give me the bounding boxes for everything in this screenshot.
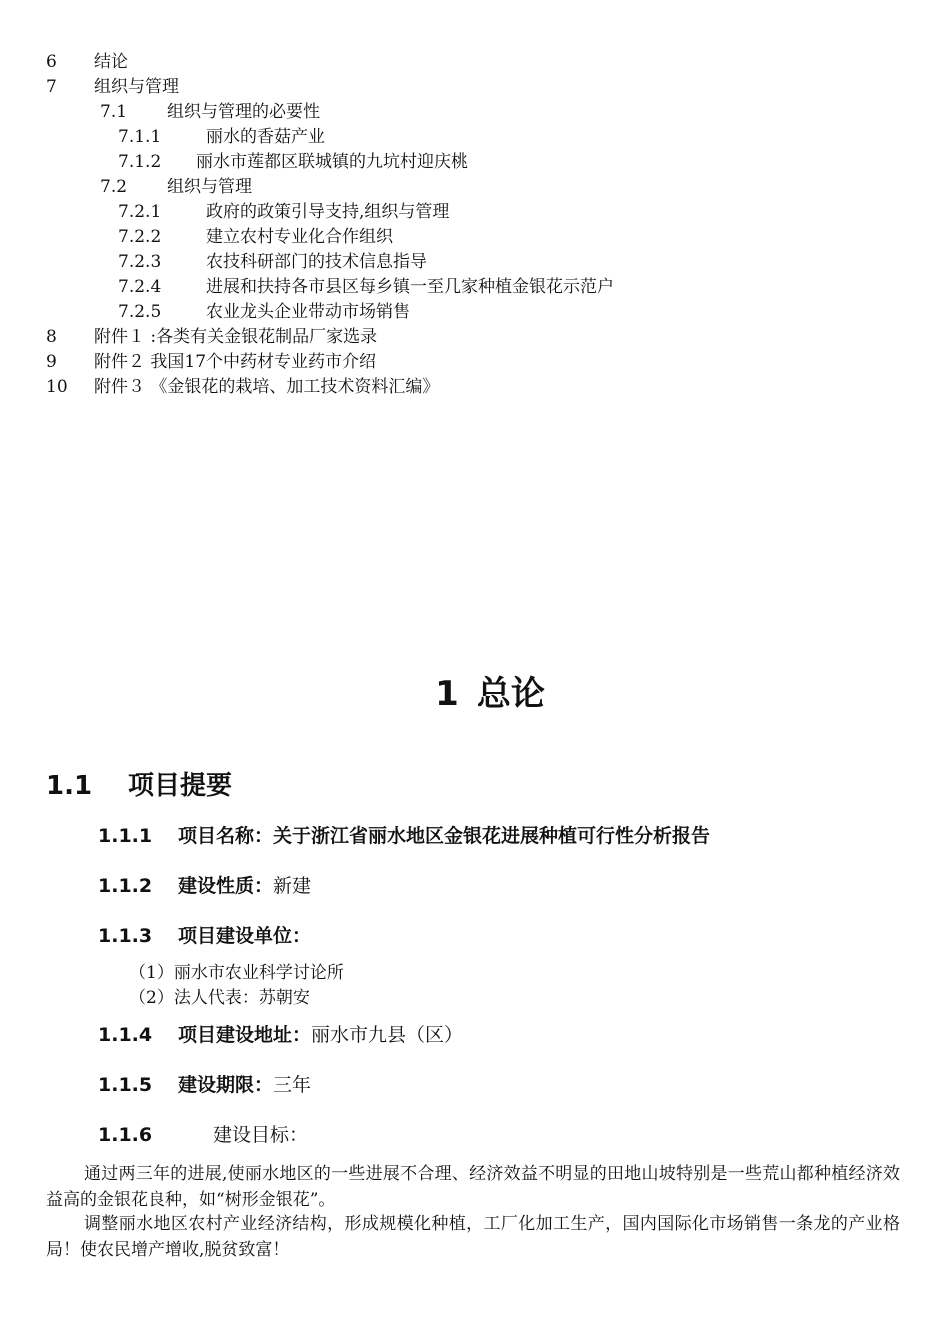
subsection-number: 1.1.2 [98,875,153,897]
subsection-label: 建设性质： [178,875,274,897]
toc-number: 7.2.2 [118,227,162,247]
toc-title: 附件１ :各类有关金银花制品厂家选录 [94,327,378,347]
subsection-number: 1.1.6 [98,1124,153,1146]
toc-title: 丽水的香菇产业 [206,127,325,147]
subsection-period [98,1071,311,1099]
chapter-number: 1 [435,674,459,714]
body-paragraph: 调整丽水地区农村产业经济结构，形成规模化种植，工厂化加工生产，国内国际化市场销售一条龙的产业格局！使农民增产增收,脱贫致富！ [46,1214,900,1260]
subsection-value: 建设目标： [213,1124,309,1146]
toc-number: 7.2 [100,177,128,197]
toc-number: 7.1.1 [118,127,162,147]
subsection-number: 1.1.3 [98,925,153,947]
toc-number: 10 [46,377,68,397]
toc-title: 农技科研部门的技术信息指导 [206,252,427,272]
toc-title: 政府的政策引导支持,组织与管理 [206,202,450,222]
section-number: 1.1 [46,771,93,801]
subsection-nature [98,872,311,900]
unit-line: （2）法人代表：苏朝安 [129,988,310,1008]
subsection-number: 1.1.5 [98,1074,153,1096]
toc-title: 组织与管理的必要性 [167,102,320,122]
toc-title: 农业龙头企业带动市场销售 [206,302,410,322]
subsection-project-name [98,822,710,850]
unit-line: （1）丽水市农业科学讨论所 [129,963,344,983]
subsection-label: 项目名称：关于浙江省丽水地区金银花进展种植可行性分析报告 [178,825,711,847]
toc-number: 7.1 [100,102,128,122]
chapter-title: 总论 [476,674,545,714]
toc-title: 丽水市莲都区联城镇的九坑村迎庆桃 [196,152,468,172]
toc-number: 9 [46,352,57,372]
toc-number: 7.2.1 [118,202,162,222]
toc-title: 附件３ 《金银花的栽培、加工技术资料汇编》 [94,377,440,397]
toc-number: 7.1.2 [118,152,162,172]
toc-number: 7.2.4 [118,277,162,297]
toc-title: 组织与管理 [167,177,252,197]
toc-number: 7 [46,77,57,97]
toc-number: 7.2.3 [118,252,162,272]
subsection-unit [98,922,311,950]
toc-number: 8 [46,327,57,347]
toc-number: 7.2.5 [118,302,162,322]
toc-title: 结论 [94,52,128,72]
subsection-address [98,1021,463,1049]
toc-title: 建立农村专业化合作组织 [206,227,393,247]
subsection-label: 项目建设地址： [178,1024,312,1046]
subsection-value: 丽水市九县（区） [311,1024,464,1046]
section-title: 项目提要 [128,771,233,801]
subsection-label: 项目建设单位： [178,925,312,947]
toc-number: 6 [46,52,57,72]
toc-title: 进展和扶持各市县区每乡镇一至几家种植金银花示范户 [206,277,614,297]
chapter-heading [0,672,950,716]
subsection-number: 1.1.4 [98,1024,153,1046]
subsection-value: 三年 [273,1074,312,1096]
subsection-value: 新建 [273,875,312,897]
toc-title: 组织与管理 [94,77,179,97]
subsection-label: 建设期限： [178,1074,274,1096]
subsection-goal [98,1121,308,1149]
body-paragraph: 通过两三年的进展,使丽水地区的一些进展不合理、经济效益不明显的田地山坡特别是一些荒山都种植经济效益高的金银花良种，如“树形金银花”。 [46,1164,900,1210]
toc-title: 附件２ 我国17个中药材专业药市介绍 [94,352,377,372]
section-heading [46,768,232,804]
subsection-number: 1.1.1 [98,825,153,847]
